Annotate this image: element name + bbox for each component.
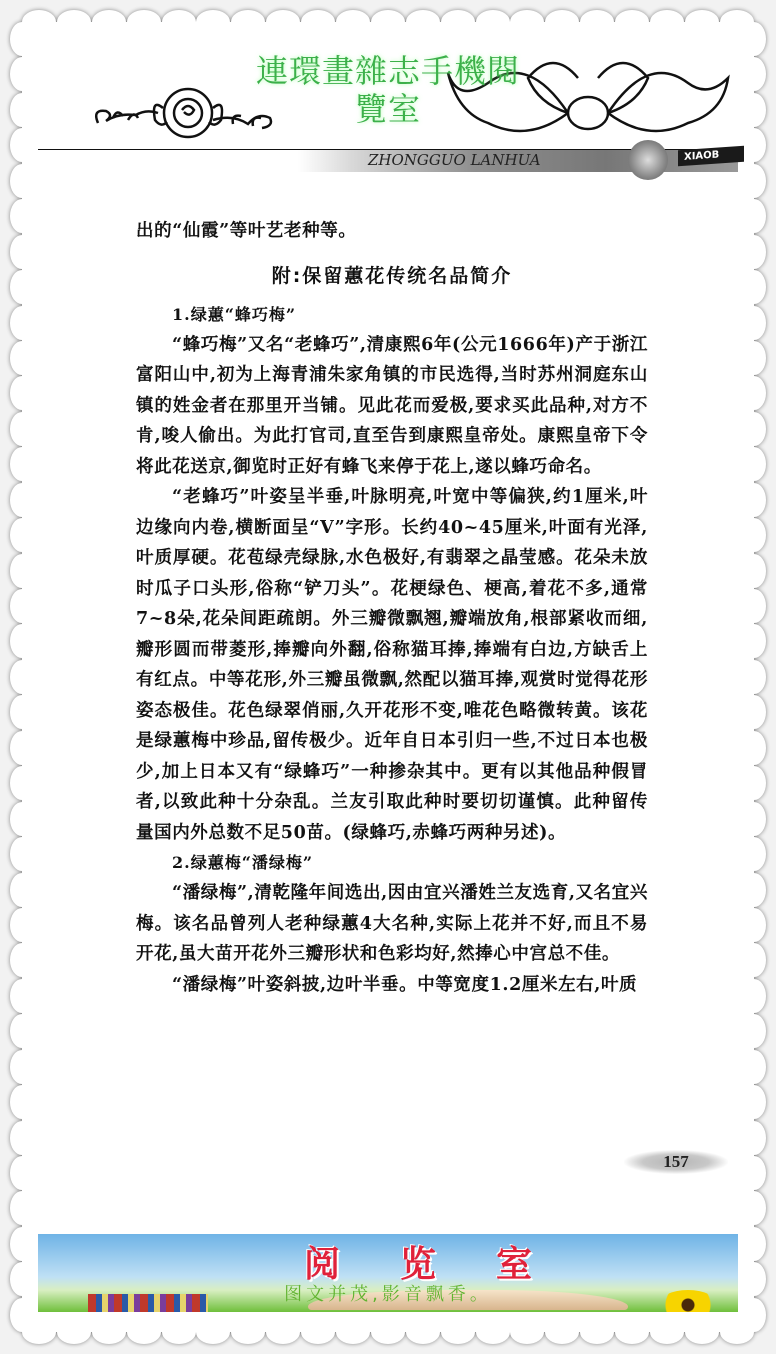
reading-room-banner[interactable] — [38, 1234, 738, 1312]
scallop-border-left — [10, 22, 34, 1332]
page-number: 157 — [624, 1150, 728, 1174]
scallop-border-right — [742, 22, 766, 1332]
orchid-medallion-icon — [628, 140, 668, 180]
article-body — [136, 216, 648, 1000]
magazine-title-line2: 覽室 — [354, 90, 421, 128]
running-header-tag: XIAOB — [678, 146, 744, 167]
scallop-border-top — [22, 10, 754, 34]
scallop-border-bottom — [22, 1320, 754, 1344]
running-header-banner — [298, 150, 738, 172]
paragraph: “蜂巧梅”又名“老蜂巧”,清康熙6年(公元1666年)产于浙江富阳山中,初为上海青浦朱家角镇的市民选得,当时苏州洞庭东山镇的姓金者在那里开当铺。见此花而爱极,要求买此品种,对方不肯,唆人偷出。为此打官司,直至告到康熙皇帝处。康熙皇帝下令将此花送京,御览时正好有蜂飞来停于花上,遂以蜂巧命名。 — [136, 334, 648, 477]
magazine-title-line1: 連環畫雜志手機閱 — [255, 52, 520, 90]
magazine-title — [188, 52, 588, 128]
section-heading: 2.绿蕙梅“潘绿梅” — [172, 853, 314, 872]
paragraph: “老蜂巧”叶姿呈半垂,叶脉明亮,叶宽中等偏狭,约1厘米,叶边缘向内卷,横断面呈“V”字形。长约40~45厘米,叶面有光泽,叶质厚硬。花苞绿壳绿脉,水色极好,有翡翠之晶莹感。花朵未放时瓜子口头形,俗称“铲刀头”。花梗绿色、梗高,着花不多,通常7~8朵,花朵间距疏朗。外三瓣微飘翘,瓣端放角,根部紧收而细,瓣形圆而带菱形,捧瓣向外翻,俗称猫耳捧,捧端有白边,方缺舌上有红点。中等花形,外三瓣虽微飘,然配以猫耳捧,观赏时觉得花形姿态极佳。花色绿翠俏丽,久开花形不变,唯花色略微转黄。该花是绿蕙梅中珍品,留传极少。近年自日本引归一些,不过日本也极少,加上日本又有“绿蜂巧”一种掺杂其中。更有以其他品种假冒者,以致此种十分杂乱。兰友引取此种时要切切谨慎。此种留传量国内外总数不足50苗。(绿蜂巧,赤蜂巧两种另述)。 — [136, 487, 648, 843]
paragraph: “潘绿梅”叶姿斜披,边叶半垂。中等宽度1.2厘米左右,叶质 — [172, 974, 638, 995]
appendix-title: 附:保留蕙花传统名品简介 — [271, 264, 513, 287]
paragraph: “潘绿梅”,清乾隆年间选出,因由宜兴潘姓兰友选育,又名宜兴梅。该名品曾列人老种绿蕙4大名种,实际上花并不好,而且不易开花,虽大苗开花外三瓣形状和色彩均好,然捧心中宫总不佳。 — [136, 883, 648, 964]
banner-subtitle: 图文并茂,影音飘香。 — [284, 1284, 492, 1305]
page-content — [38, 38, 738, 1316]
running-header-latin: ZHONGGUO LANHUA — [368, 151, 541, 169]
lead-line: 出的“仙霞”等叶艺老种等。 — [136, 221, 357, 241]
section-heading: 1.绿蕙“蜂巧梅” — [172, 304, 297, 324]
banner-title: 阅览室 — [303, 1244, 592, 1285]
page-header — [38, 38, 738, 169]
